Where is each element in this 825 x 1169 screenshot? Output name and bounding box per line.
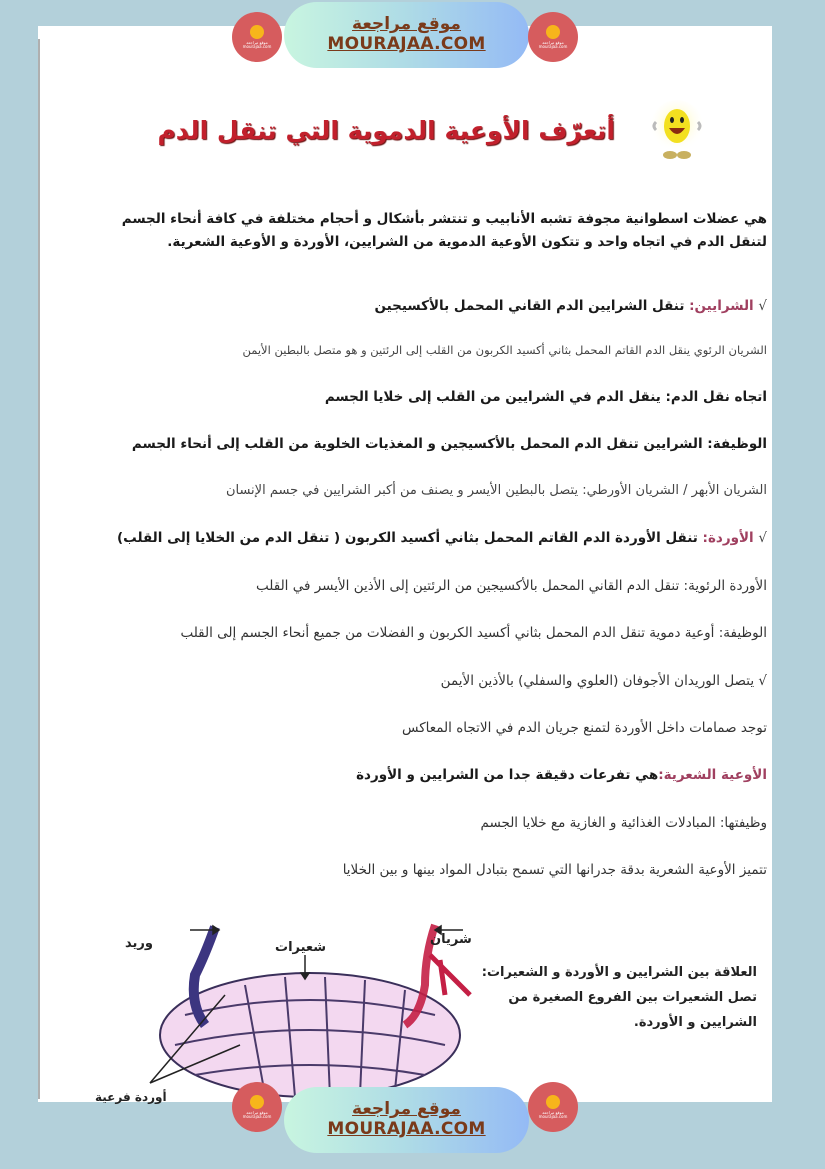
document-title: أتعرّف الأوعية الدموية التي تنقل الدم <box>157 116 615 145</box>
site-name-en: MOURAJAA.COM <box>327 34 486 54</box>
page-edge-shadow <box>38 39 40 1099</box>
relation-paragraph <box>467 960 757 1035</box>
line-vein-function: الوظيفة: أوعية دموية تنقل الدم المحمل بثاني أكسيد الكربون و الفضلات من جميع أنحاء الجسم إلى القلب <box>180 625 767 641</box>
line-valves: توجد صمامات داخل الأوردة لتمنع جريان الدم في الاتجاه المعاكس <box>401 720 767 736</box>
logo-book-icon <box>250 25 264 39</box>
relation-heading: العلاقة بين الشرايين و الأوردة و الشعيرات: <box>481 965 757 980</box>
site-name-ar: موقع مراجعة <box>352 1099 461 1120</box>
site-badge-bottom[interactable] <box>284 1087 529 1153</box>
line-artery-function: الوظيفة: الشرايين تنقل الدم المحمل بالأكسيجين و المغذيات الخلوية من القلب إلى أنحاء الجسم <box>131 436 767 452</box>
line-pulmonary-artery: الشريان الرئوي ينقل الدم القاتم المحمل بثاني أكسيد الكربون من القلب إلى الرئتين و هو متصل بالبطين الأيمن <box>242 343 767 357</box>
blood-vessels-diagram <box>95 915 515 1105</box>
line-capillary-function: وظيفتها: المبادلات الغذائية و الغازية مع خلايا الجسم <box>480 815 767 831</box>
line-pulmonary-veins: الأوردة الرئوية: تنقل الدم القاني المحمل بالأكسيجين من الرئتين إلى الأذين الأيسر في القلب <box>256 578 767 594</box>
logo-book-icon <box>546 1095 560 1109</box>
mourajaa-logo-top-left: موقع مراجعة mourajaa.com <box>232 12 282 62</box>
line-capillaries: الأوعية الشعرية:هي تفرعات دقيقة جدا من الشرايين و الأوردة <box>356 767 767 783</box>
line-vena-cava: √ يتصل الوريدان الأجوفان (العلوي والسفلي) بالأذين الأيمن <box>440 673 767 689</box>
line-artery-direction: اتجاه نقل الدم: ينقل الدم في الشرايين من القلب إلى خلايا الجسم <box>324 389 767 405</box>
mourajaa-logo-bottom-left: موقع مراجعة mourajaa.com <box>232 1082 282 1132</box>
site-badge-top[interactable] <box>284 2 529 68</box>
relation-text: تصل الشعيرات بين الفروع الصغيرة من الشرايين و الأوردة. <box>508 990 757 1030</box>
line-arteries: √ الشرايين: تنقل الشرايين الدم القاني المحمل بالأكسيجين <box>374 298 767 314</box>
smiley-icon <box>650 100 704 168</box>
line-veins: √ الأوردة: تنقل الأوردة الدم القاتم المحمل بثاني أكسيد الكربون ( تنقل الدم من الخلايا إلى القلب) <box>116 530 767 546</box>
mourajaa-logo-bottom-right: موقع مراجعة mourajaa.com <box>528 1082 578 1132</box>
label-venules: أوردة فرعية <box>95 1090 167 1104</box>
label-capillaries: شعيرات <box>275 940 327 955</box>
intro-paragraph: هي عضلات اسطوانية مجوفة تشبه الأنابيب و تنتشر بأشكال و أحجام مختلفة في كافة أنحاء الجسم لتنقل الدم في اتجاه واحد و تتكون الأوعية الدموية من الشرايين، الأوردة و الأوعية الشعرية. <box>121 211 767 250</box>
mourajaa-logo-top-right: موقع مراجعة mourajaa.com <box>528 12 578 62</box>
line-aorta: الشريان الأبهر / الشريان الأورطي: يتصل بالبطين الأيسر و يصنف من أكبر الشرايين في جسم الإنسان <box>225 483 767 498</box>
site-name-en: MOURAJAA.COM <box>327 1119 486 1139</box>
label-artery: شريان <box>430 932 472 947</box>
label-vein: وريد <box>125 936 153 951</box>
site-name-ar: موقع مراجعة <box>352 14 461 35</box>
logo-book-icon <box>250 1095 264 1109</box>
logo-book-icon <box>546 25 560 39</box>
line-capillary-walls: تتميز الأوعية الشعرية بدقة جدرانها التي تسمح بتبادل المواد بينها و بين الخلايا <box>342 862 767 878</box>
